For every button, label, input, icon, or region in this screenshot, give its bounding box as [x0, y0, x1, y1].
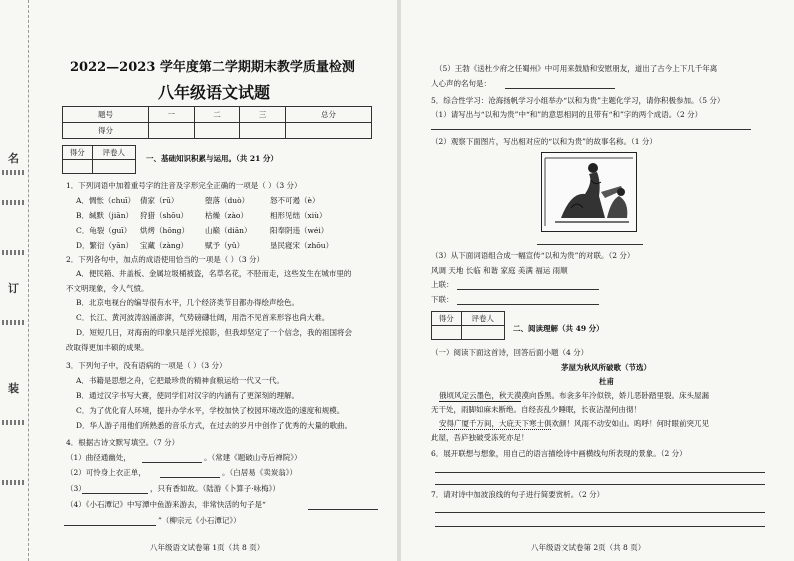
question-stem: 7．请对诗中加波浪线的句子进行简要赏析。（2 分）: [431, 490, 605, 499]
wavy-underline-mark: [439, 429, 551, 430]
score-cell: [240, 123, 286, 139]
option-text: D．繁衍（yān）: [76, 241, 134, 250]
page-footer: 八年级语文试卷第 1页（共 8 页）: [150, 543, 265, 552]
option-text: 堕落（duò）: [205, 196, 250, 205]
fill-item: （5）王勃《送杜少府之任蜀州》中可用来鼓励和安慰朋友，道出了古今上下几千年离: [435, 64, 718, 73]
grader-box: [62, 145, 136, 174]
option-text: D．短短几日，对海南的印象只是浮光掠影，但我却坚定了一个信念，我的祖国将会: [76, 328, 353, 337]
binding-char: 装: [8, 382, 19, 395]
grader-label: 评卷人: [461, 312, 504, 326]
option-text: 改取得更加丰硕的成果。: [66, 343, 149, 352]
exam-title: 2022—2023 学年度第二学期期末教学质量检测: [70, 60, 355, 75]
option-text: 怒不可遏（è）: [270, 196, 320, 205]
option-text: B．通过汉字书写大赛，使同学们对汉字的内涵有了更深刻的理解。: [76, 391, 300, 400]
exam-page-2: [401, 0, 794, 561]
option-text: 烘烤（hōng）: [140, 226, 189, 235]
option-text: C．长江、黄河波涛汹涌澎湃，气势磅礴壮阔，用浩不见首来形容也尚大难。: [76, 313, 330, 322]
option-text: 狩猎（shōu）: [140, 211, 189, 220]
score-cell: 总分: [285, 107, 371, 123]
sub-question: （3）从下面词语组合成一幅宣传“以和为贵”的对联。（2 分）: [431, 251, 635, 260]
binding-char: 名: [8, 152, 19, 165]
answer-blank[interactable]: [64, 525, 156, 526]
answer-blank[interactable]: [142, 462, 202, 463]
option-text: 山巅（diān）: [205, 226, 252, 235]
question-stem: 6．展开联想与想象，用自己的语言描绘诗中画横线句所表现的景象。（2 分）: [431, 449, 687, 458]
answer-line[interactable]: [435, 512, 765, 513]
poem-line: 俄顷风定云墨色，秋天漠漠向昏黑。布衾多年冷似铁，娇儿恶卧踏里裂。床头屋漏: [439, 391, 709, 400]
option-text: 不文明现象，令人气愤。: [66, 284, 149, 293]
answer-blank[interactable]: [505, 88, 615, 89]
option-text: C．龟裂（guī）: [76, 226, 132, 235]
score-cell: [285, 123, 371, 139]
question-stem: 5．综合性学习：沧海扬帆学习小组举办“以和为贵”主题化学习，请你积极参加。（5 分）: [431, 96, 725, 105]
answer-line[interactable]: [431, 129, 751, 130]
fill-item: 人心声的名句是：: [431, 79, 491, 88]
score-cell: 一: [148, 107, 194, 123]
poem-author: 杜甫: [599, 377, 614, 386]
option-text: 倩家（rū）: [140, 196, 179, 205]
question-stem: 4．根据古诗文默写填空。（7 分）: [66, 438, 180, 447]
score-cell: 题号: [63, 107, 149, 123]
poem-line: 无干处，雨脚如麻未断绝。自经丧乱少睡眠，长夜沾湿何由彻！: [431, 405, 641, 414]
answer-blank[interactable]: [308, 509, 378, 510]
grader-label: 评卷人: [92, 146, 135, 160]
binding-margin: [0, 0, 29, 561]
option-text: 赋予（yǔ）: [205, 241, 245, 250]
page-footer: 八年级语文试卷第 2页（共 8 页）: [531, 543, 646, 552]
couplet-upper-input[interactable]: [457, 289, 599, 290]
score-cell: 三: [240, 107, 286, 123]
poem-line: 安得广厦千万间，大庇天下寒士俱欢颜！风雨不动安如山。呜呼！何时眼前突兀见: [439, 419, 709, 428]
poem-line: 此屋，吾庐独破受冻死亦足！: [431, 433, 529, 442]
section-heading: 一、基础知识积累与运用。（共 21 分）: [146, 154, 278, 163]
option-text: A．书籍是思想之舟，它把最珍贵的精神食粮运给一代又一代。: [76, 376, 284, 385]
option-text: 相形见绌（xiù）: [270, 211, 327, 220]
fill-item: （4）《小石潭记》中写潭中鱼游来游去，非常快活的句子是“: [66, 500, 266, 509]
couplet-label: 下联：: [431, 295, 454, 304]
option-text: A．惆怅（chuī）: [76, 196, 136, 205]
answer-line[interactable]: [435, 526, 765, 527]
fill-source: ，只有香如故。（陆游《卜算子·咏梅》）: [150, 484, 280, 493]
option-text: 垦民寝宋（zhōu）: [270, 241, 334, 250]
score-table: [62, 106, 372, 139]
answer-blank[interactable]: [160, 477, 220, 478]
sub-question: （2）观察下面图片，写出相对应的“以和为贵”的故事名称。（1 分）: [431, 137, 657, 146]
answer-blank[interactable]: [82, 493, 148, 494]
exam-subtitle: 八年级语文试题: [158, 83, 271, 102]
question-stem: 2．下列各句中，加点的成语使用恰当的一项是（ ）（3 分）: [66, 255, 265, 264]
score-cell: 得分: [63, 123, 149, 139]
binding-char: 订: [8, 282, 19, 295]
option-text: 枯燥（zào）: [205, 211, 248, 220]
answer-blank[interactable]: [537, 244, 643, 245]
option-text: D．华人游子用他们所熟悉的音乐方式，在过去的岁月中创作了优秀的大量的歌曲。: [76, 421, 353, 430]
couplet-lower-input[interactable]: [457, 304, 599, 305]
option-text: A．便民箱、井盖板、金属垃圾桶被盗，名草名花，不胫而走，这些发生在城市里的: [76, 269, 352, 278]
grader-label: 得分: [432, 312, 462, 326]
grader-label: 得分: [63, 146, 93, 160]
option-text: C．为了优化育人环境，提升办学水平，学校加快了校园环境改造的速度和规模。: [76, 406, 345, 415]
answer-line[interactable]: [435, 472, 765, 473]
option-text: B．缄默（jiān）: [76, 211, 134, 220]
option-text: B．北京电视台的编导很有水平，几个经济类节目都办得绘声绘色。: [76, 298, 300, 307]
section-heading: 二、阅读理解（共 49 分）: [513, 324, 604, 333]
fill-source: 。（常建《题破山寺后禅院》）: [204, 453, 302, 462]
sub-question: （1）请写出与“以和为贵”中“和”的意思相同的且带有“和”字的两个成语。（2 分）: [431, 110, 703, 119]
fill-source: ”（柳宗元《小石潭记》）: [158, 516, 241, 525]
question-stem: 1．下列词语中加着重号字的注音及字形完全正确的一项是（ ）（3 分）: [66, 181, 302, 190]
word-bank: 风调 天地 长临 和谐 家庭 美满 福运 雨顺: [431, 266, 568, 275]
option-text: 宝藏（zàng）: [140, 241, 189, 250]
fill-item: （3）: [66, 484, 86, 493]
score-cell: 二: [194, 107, 240, 123]
question-stem: 3．下列句子中，没有语病的一项是（ ）（3 分）: [66, 361, 227, 370]
fill-item: （2）可怜身上衣正单，: [66, 468, 146, 477]
answer-line[interactable]: [435, 484, 765, 485]
poem-title: 茅屋为秋风所破歌（节选）: [561, 363, 651, 372]
fill-source: 。（白居易《卖炭翁》）: [222, 468, 297, 477]
score-cell: [194, 123, 240, 139]
fill-item: （1）曲径通幽处，: [66, 453, 131, 462]
couplet-label: 上联：: [431, 280, 454, 289]
story-illustration: [541, 152, 637, 232]
grader-box: [431, 311, 505, 340]
score-cell: [148, 123, 194, 139]
option-text: 阳奉阴违（wéi）: [270, 226, 329, 235]
reading-part: （一）阅读下面这首诗，回答后面小题（4 分）: [431, 348, 589, 357]
underline-mark: [439, 401, 521, 402]
